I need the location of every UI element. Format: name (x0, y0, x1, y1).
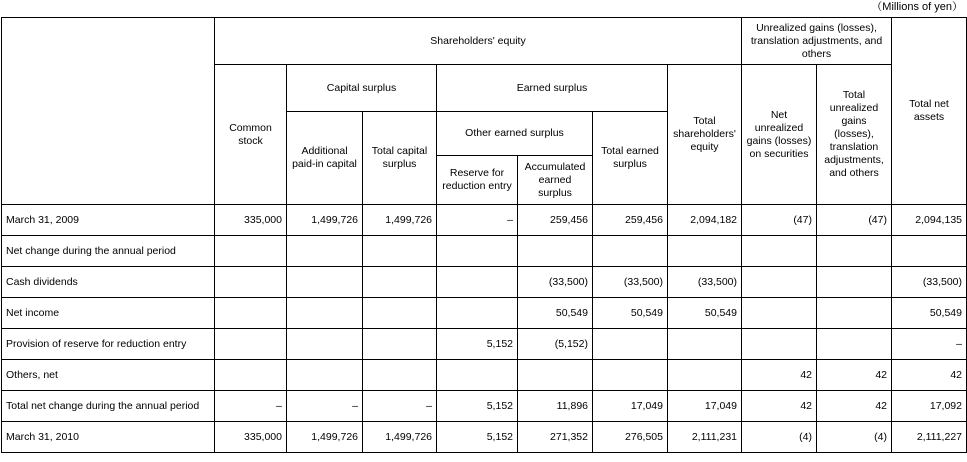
cell-total-shareholders-equity: 2,111,231 (668, 422, 742, 453)
cell-total-capital-surplus: 1,499,726 (363, 422, 437, 453)
table-row (2, 267, 967, 298)
cell-additional-paid-in-capital (287, 236, 363, 267)
cell-total-unrealized (817, 236, 892, 267)
cell-additional-paid-in-capital (287, 329, 363, 360)
cell-total-shareholders-equity (668, 236, 742, 267)
cell-net-unrealized-gains (742, 329, 817, 360)
unit-note: （Millions of yen） (871, 1, 963, 13)
table-row (2, 205, 967, 236)
cell-total-unrealized (817, 329, 892, 360)
table-row (2, 422, 967, 453)
cell-total-earned-surplus (593, 360, 668, 391)
cell-net-unrealized-gains (742, 298, 817, 329)
header-other-earned-surplus: Other earned surplus (437, 112, 593, 156)
cell-total-earned-surplus (593, 236, 668, 267)
cell-reserve-for-reduction-entry (437, 267, 518, 298)
header-shareholders-equity: Shareholders' equity (215, 18, 742, 65)
cell-total-unrealized (817, 267, 892, 298)
cell-reserve-for-reduction-entry: 5,152 (437, 422, 518, 453)
cell-reserve-for-reduction-entry: 5,152 (437, 391, 518, 422)
cell-common-stock (215, 236, 287, 267)
corner-cell (2, 18, 215, 205)
row-label: Cash dividends (2, 267, 215, 298)
cell-net-unrealized-gains: 42 (742, 360, 817, 391)
cell-total-shareholders-equity: 2,094,182 (668, 205, 742, 236)
cell-total-unrealized: (47) (817, 205, 892, 236)
cell-total-earned-surplus: (33,500) (593, 267, 668, 298)
cell-common-stock (215, 298, 287, 329)
cell-net-unrealized-gains: 42 (742, 391, 817, 422)
cell-total-net-assets: (33,500) (892, 267, 967, 298)
row-label: Net change during the annual period (2, 236, 215, 267)
cell-common-stock (215, 267, 287, 298)
header-capital-surplus: Capital surplus (287, 65, 437, 112)
cell-total-capital-surplus (363, 329, 437, 360)
cell-total-shareholders-equity (668, 329, 742, 360)
row-label: March 31, 2010 (2, 422, 215, 453)
cell-accumulated-earned-surplus: 11,896 (518, 391, 593, 422)
table-row (2, 360, 967, 391)
cell-total-unrealized: 42 (817, 360, 892, 391)
header-unrealized-group: Unrealized gains (losses), translation adjustments, and others (742, 18, 892, 65)
cell-accumulated-earned-surplus: (5,152) (518, 329, 593, 360)
cell-accumulated-earned-surplus (518, 236, 593, 267)
cell-total-shareholders-equity: (33,500) (668, 267, 742, 298)
cell-total-earned-surplus: 17,049 (593, 391, 668, 422)
cell-total-unrealized: 42 (817, 391, 892, 422)
cell-additional-paid-in-capital (287, 360, 363, 391)
cell-total-net-assets (892, 236, 967, 267)
cell-accumulated-earned-surplus: (33,500) (518, 267, 593, 298)
row-label: Others, net (2, 360, 215, 391)
cell-reserve-for-reduction-entry (437, 236, 518, 267)
cell-total-earned-surplus: 259,456 (593, 205, 668, 236)
header-total-net-assets: Total net assets (892, 18, 967, 205)
cell-total-shareholders-equity (668, 360, 742, 391)
cell-total-shareholders-equity: 17,049 (668, 391, 742, 422)
cell-total-net-assets: 42 (892, 360, 967, 391)
cell-total-net-assets: 2,094,135 (892, 205, 967, 236)
cell-additional-paid-in-capital: 1,499,726 (287, 422, 363, 453)
cell-total-net-assets: 2,111,227 (892, 422, 967, 453)
cell-total-net-assets: 17,092 (892, 391, 967, 422)
cell-reserve-for-reduction-entry (437, 360, 518, 391)
cell-reserve-for-reduction-entry: – (437, 205, 518, 236)
row-label: Net income (2, 298, 215, 329)
header-common-stock: Common stock (215, 65, 287, 205)
cell-total-capital-surplus (363, 267, 437, 298)
header-earned-surplus: Earned surplus (437, 65, 668, 112)
cell-total-net-assets: 50,549 (892, 298, 967, 329)
cell-reserve-for-reduction-entry (437, 298, 518, 329)
header-total-capital-surplus: Total capital surplus (363, 112, 437, 205)
cell-common-stock (215, 329, 287, 360)
cell-net-unrealized-gains (742, 236, 817, 267)
table-row (2, 329, 967, 360)
cell-total-unrealized (817, 298, 892, 329)
cell-accumulated-earned-surplus: 259,456 (518, 205, 593, 236)
cell-total-capital-surplus (363, 236, 437, 267)
cell-common-stock: 335,000 (215, 422, 287, 453)
cell-accumulated-earned-surplus: 50,549 (518, 298, 593, 329)
cell-total-earned-surplus: 276,505 (593, 422, 668, 453)
cell-accumulated-earned-surplus: 271,352 (518, 422, 593, 453)
header-accumulated-earned-surplus: Accumulated earned surplus (518, 156, 593, 205)
cell-total-earned-surplus: 50,549 (593, 298, 668, 329)
header-additional-paid-in-capital: Additional paid-in capital (287, 112, 363, 205)
cell-total-net-assets: – (892, 329, 967, 360)
table-row (2, 391, 967, 422)
cell-accumulated-earned-surplus (518, 360, 593, 391)
cell-total-capital-surplus: – (363, 391, 437, 422)
cell-additional-paid-in-capital: – (287, 391, 363, 422)
header-total-shareholders-equity: Total shareholders' equity (668, 65, 742, 205)
cell-additional-paid-in-capital (287, 267, 363, 298)
table-row (2, 236, 967, 267)
cell-common-stock: 335,000 (215, 205, 287, 236)
row-label: Provision of reserve for reduction entry (2, 329, 215, 360)
header-reserve-for-reduction-entry: Reserve for reduction entry (437, 156, 518, 205)
cell-total-capital-surplus (363, 298, 437, 329)
cell-reserve-for-reduction-entry: 5,152 (437, 329, 518, 360)
cell-common-stock: – (215, 391, 287, 422)
row-label: March 31, 2009 (2, 205, 215, 236)
cell-total-shareholders-equity: 50,549 (668, 298, 742, 329)
table-row (2, 298, 967, 329)
cell-common-stock (215, 360, 287, 391)
cell-total-capital-surplus: 1,499,726 (363, 205, 437, 236)
cell-net-unrealized-gains (742, 267, 817, 298)
cell-net-unrealized-gains: (47) (742, 205, 817, 236)
header-net-unrealized-gains: Net unrealized gains (losses) on securities (742, 65, 817, 205)
cell-additional-paid-in-capital (287, 298, 363, 329)
header-total-unrealized: Total unrealized gains (losses), translation adjustments, and others (817, 65, 892, 205)
cell-additional-paid-in-capital: 1,499,726 (287, 205, 363, 236)
statement-of-changes-table (1, 17, 967, 453)
cell-total-capital-surplus (363, 360, 437, 391)
header-total-earned-surplus: Total earned surplus (593, 112, 668, 205)
cell-total-unrealized: (4) (817, 422, 892, 453)
cell-net-unrealized-gains: (4) (742, 422, 817, 453)
row-label: Total net change during the annual period (2, 391, 215, 422)
cell-total-earned-surplus (593, 329, 668, 360)
